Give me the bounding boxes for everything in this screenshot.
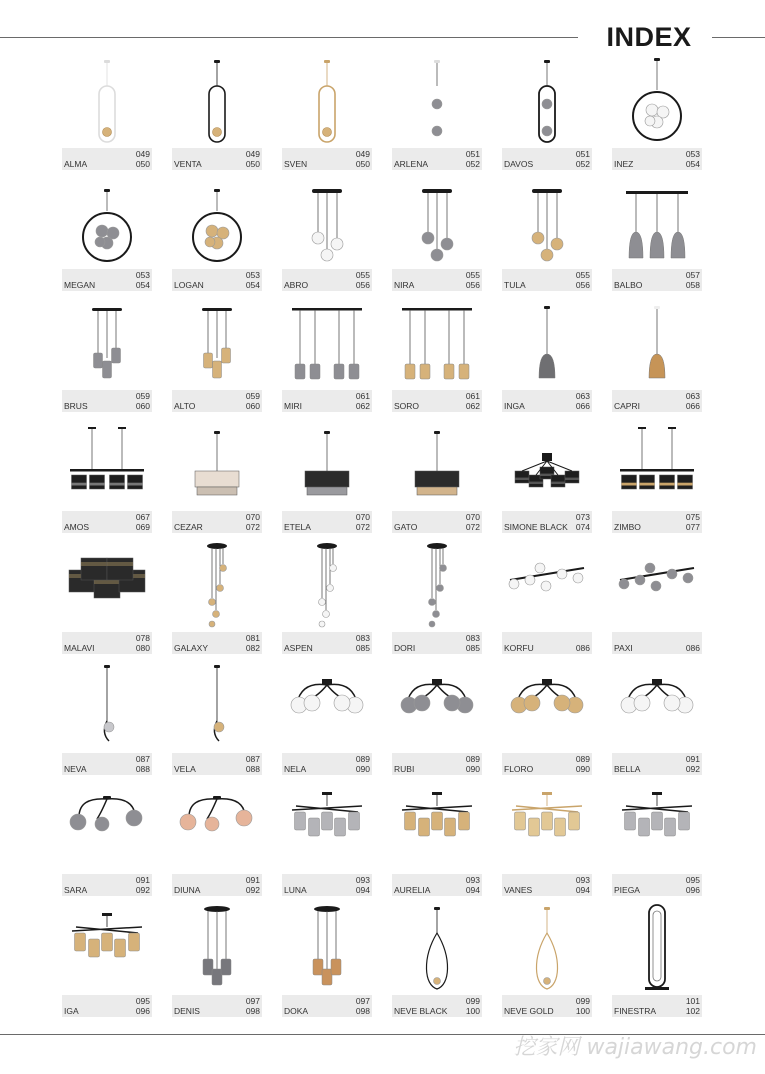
product-name: ARLENA xyxy=(394,159,429,169)
product-name: IGA xyxy=(64,1006,79,1016)
product-label xyxy=(282,632,372,654)
ceiling-drum-pattern-icon xyxy=(62,540,152,632)
page-number-second: 085 xyxy=(355,643,370,653)
product-label xyxy=(392,269,482,291)
product-tile[interactable] xyxy=(612,177,702,298)
page-number-first: 091 xyxy=(245,875,260,885)
page-number-second: 092 xyxy=(245,885,260,895)
product-label xyxy=(172,632,262,654)
product-label xyxy=(62,632,152,654)
product-label xyxy=(392,390,482,412)
page-number-first: 061 xyxy=(465,391,480,401)
product-name: GALAXY xyxy=(174,643,209,653)
product-label xyxy=(612,632,702,654)
product-name: FLORO xyxy=(504,764,534,774)
hook-pendant-amber-icon xyxy=(172,661,262,753)
star-arm-tall-amber-icon xyxy=(62,903,152,995)
product-name: SORO xyxy=(394,401,420,411)
page-number-first: 059 xyxy=(135,391,150,401)
page-number-first: 070 xyxy=(355,512,370,522)
double-globe-pendant-icon xyxy=(392,56,482,148)
page-title: INDEX xyxy=(606,22,692,52)
page-number-first: 053 xyxy=(245,270,260,280)
cascade-smoke-icon xyxy=(392,540,482,632)
page-number-second: 088 xyxy=(135,764,150,774)
page-number-second: 100 xyxy=(575,1006,590,1016)
product-label xyxy=(282,753,372,775)
product-label xyxy=(502,753,592,775)
product-tile[interactable] xyxy=(282,540,372,661)
page-number-first: 063 xyxy=(685,391,700,401)
product-name: MIRI xyxy=(284,401,302,411)
page-number-second: 090 xyxy=(575,764,590,774)
page-number-first: 093 xyxy=(465,875,480,885)
product-tile[interactable] xyxy=(392,419,482,540)
product-name: SVEN xyxy=(284,159,308,169)
product-name: ABRO xyxy=(284,280,309,290)
product-name: PIEGA xyxy=(614,885,640,895)
product-tile[interactable] xyxy=(392,782,482,903)
product-name: BRUS xyxy=(64,401,88,411)
circle-cluster-smoke-icon xyxy=(62,177,152,269)
product-name: NEVE GOLD xyxy=(504,1006,554,1016)
triple-bell-bar-icon xyxy=(612,177,702,269)
product-label xyxy=(392,874,482,896)
page-number-first: 051 xyxy=(575,149,590,159)
page-number-second: 102 xyxy=(685,1006,700,1016)
product-row xyxy=(62,661,712,782)
product-name: CAPRI xyxy=(614,401,640,411)
product-tile[interactable] xyxy=(502,782,592,903)
product-tile[interactable] xyxy=(62,903,152,1024)
page-number-first: 049 xyxy=(245,149,260,159)
page-number-second: 056 xyxy=(575,280,590,290)
product-tile[interactable] xyxy=(62,419,152,540)
product-label xyxy=(612,753,702,775)
curved-arm-smoke-icon xyxy=(392,661,482,753)
product-tile[interactable] xyxy=(172,540,262,661)
floor-loop-lamp-icon xyxy=(612,903,702,995)
product-label xyxy=(172,390,262,412)
product-name: VENTA xyxy=(174,159,202,169)
page-number-second: 062 xyxy=(355,401,370,411)
page-number-first: 075 xyxy=(685,512,700,522)
product-label xyxy=(392,148,482,170)
page-number-first: 078 xyxy=(135,633,150,643)
page-number-second: 098 xyxy=(245,1006,260,1016)
quad-cylinder-bar-amber-icon xyxy=(392,298,482,390)
triple-globe-amber-icon xyxy=(502,177,592,269)
product-label xyxy=(502,511,592,533)
page-number-second: 096 xyxy=(135,1006,150,1016)
product-tile[interactable] xyxy=(282,661,372,782)
page-number-first: 057 xyxy=(685,270,700,280)
product-tile[interactable] xyxy=(62,177,152,298)
page-number-first: 095 xyxy=(135,996,150,1006)
product-tile[interactable] xyxy=(172,298,262,419)
product-name: RUBI xyxy=(394,764,415,774)
ring-pendant-white-icon xyxy=(62,56,152,148)
page-number-first: 097 xyxy=(355,996,370,1006)
product-label xyxy=(62,269,152,291)
product-tile[interactable] xyxy=(392,903,482,1024)
product-tile[interactable] xyxy=(172,177,262,298)
page-number-second: 056 xyxy=(355,280,370,290)
page-number-second: 094 xyxy=(355,885,370,895)
circle-cluster-pendant-icon xyxy=(612,56,702,148)
page-number-first: 097 xyxy=(245,996,260,1006)
product-row xyxy=(62,782,712,903)
product-label xyxy=(282,511,372,533)
product-label xyxy=(172,874,262,896)
page-number-first: 049 xyxy=(355,149,370,159)
product-name: PAXI xyxy=(614,643,633,653)
product-tile[interactable] xyxy=(172,419,262,540)
product-label xyxy=(392,753,482,775)
page-number-second: 098 xyxy=(355,1006,370,1016)
page-number-first: 083 xyxy=(465,633,480,643)
product-name: GATO xyxy=(394,522,418,532)
product-label xyxy=(392,511,482,533)
quad-drum-bar-icon xyxy=(62,419,152,511)
page-number-second: 054 xyxy=(685,159,700,169)
product-row xyxy=(62,298,712,419)
page-number-first: 087 xyxy=(135,754,150,764)
page-number-first: 095 xyxy=(685,875,700,885)
product-tile[interactable] xyxy=(612,661,702,782)
page-number-second: 066 xyxy=(575,401,590,411)
page-number-second: 094 xyxy=(465,885,480,895)
product-label xyxy=(62,874,152,896)
star-arm-cylinder-amber-icon xyxy=(392,782,482,874)
product-tile[interactable] xyxy=(502,540,592,661)
product-name: SARA xyxy=(64,885,88,895)
page-number-first: 059 xyxy=(245,391,260,401)
product-name: ALMA xyxy=(64,159,88,169)
product-tile[interactable] xyxy=(612,419,702,540)
product-tile[interactable] xyxy=(612,298,702,419)
ceiling-drum-cluster-icon xyxy=(502,419,592,511)
branch-white-globes-icon xyxy=(502,540,592,632)
product-tile[interactable] xyxy=(62,782,152,903)
page-number-second: 054 xyxy=(245,280,260,290)
product-tile[interactable] xyxy=(392,540,482,661)
drum-shade-rattan-icon xyxy=(392,419,482,511)
triple-globe-white-icon xyxy=(282,177,372,269)
page-number-first: 063 xyxy=(575,391,590,401)
curved-arm-amber-icon xyxy=(502,661,592,753)
page-number-second: 072 xyxy=(245,522,260,532)
teardrop-pendant-black-icon xyxy=(392,903,482,995)
curved-arm-white-small-icon xyxy=(612,661,702,753)
product-tile[interactable] xyxy=(392,56,482,177)
product-name: KORFU xyxy=(504,643,534,653)
product-tile[interactable] xyxy=(502,903,592,1024)
watermark: 挖家网 wajiawang.com xyxy=(513,1035,757,1060)
page-number-first: 089 xyxy=(575,754,590,764)
product-name: AURELIA xyxy=(394,885,431,895)
page-number-second: 050 xyxy=(355,159,370,169)
product-name: BELLA xyxy=(614,764,641,774)
product-label xyxy=(282,390,372,412)
page-number-second: 066 xyxy=(685,401,700,411)
curved-arm-white-icon xyxy=(282,661,372,753)
product-tile[interactable] xyxy=(502,177,592,298)
product-tile[interactable] xyxy=(282,298,372,419)
triple-globe-smoke-icon xyxy=(392,177,482,269)
product-name: MALAVI xyxy=(64,643,95,653)
product-label xyxy=(62,995,152,1017)
page-number-second: 092 xyxy=(685,764,700,774)
page-number-first: 091 xyxy=(685,754,700,764)
product-label xyxy=(392,995,482,1017)
double-globe-ring-pendant-icon xyxy=(502,56,592,148)
product-tile[interactable] xyxy=(502,298,592,419)
page-number-first: 073 xyxy=(575,512,590,522)
page-number-second: 088 xyxy=(245,764,260,774)
product-label xyxy=(172,753,262,775)
product-row xyxy=(62,177,712,298)
product-name: VELA xyxy=(174,764,196,774)
page-number-second: 069 xyxy=(135,522,150,532)
page-number-second: 052 xyxy=(465,159,480,169)
page-number-first: 055 xyxy=(355,270,370,280)
page-number-first: 067 xyxy=(135,512,150,522)
page-number-second: 086 xyxy=(575,643,590,653)
page-number-first: 053 xyxy=(685,149,700,159)
product-label xyxy=(502,390,592,412)
product-tile[interactable] xyxy=(62,298,152,419)
product-tile[interactable] xyxy=(282,903,372,1024)
page-number-second: 080 xyxy=(135,643,150,653)
product-tile[interactable] xyxy=(282,56,372,177)
page-number-second: 062 xyxy=(465,401,480,411)
product-name: DENIS xyxy=(174,1006,200,1016)
cylinder-cluster-smoke-icon xyxy=(62,298,152,390)
page-number-first: 070 xyxy=(245,512,260,522)
page-number-first: 087 xyxy=(245,754,260,764)
product-tile[interactable] xyxy=(392,177,482,298)
product-row xyxy=(62,540,712,661)
triple-cylinder-amber-icon xyxy=(282,903,372,995)
page-number-first: 055 xyxy=(575,270,590,280)
product-name: INEZ xyxy=(614,159,634,169)
page-number-first: 099 xyxy=(575,996,590,1006)
product-label xyxy=(612,995,702,1017)
header-rule-right xyxy=(712,37,765,38)
page-number-second: 060 xyxy=(135,401,150,411)
cascade-amber-icon xyxy=(172,540,262,632)
product-label xyxy=(612,874,702,896)
product-tile[interactable] xyxy=(612,540,702,661)
product-label xyxy=(612,269,702,291)
product-label xyxy=(282,995,372,1017)
product-tile[interactable] xyxy=(612,56,702,177)
page-number-second: 082 xyxy=(245,643,260,653)
page-number-second: 060 xyxy=(245,401,260,411)
product-name: ETELA xyxy=(284,522,311,532)
product-name: NEVE BLACK xyxy=(394,1006,448,1016)
product-tile[interactable] xyxy=(612,903,702,1024)
product-name: LOGAN xyxy=(174,280,204,290)
page-number-second: 058 xyxy=(685,280,700,290)
product-label xyxy=(62,511,152,533)
page-number-second: 100 xyxy=(465,1006,480,1016)
product-tile[interactable] xyxy=(282,782,372,903)
quad-cylinder-bar-smoke-icon xyxy=(282,298,372,390)
product-name: LUNA xyxy=(284,885,307,895)
product-tile[interactable] xyxy=(172,661,262,782)
product-name: ASPEN xyxy=(284,643,313,653)
page-number-second: 077 xyxy=(685,522,700,532)
cascade-white-icon xyxy=(282,540,372,632)
product-label xyxy=(172,511,262,533)
product-label xyxy=(62,390,152,412)
product-label xyxy=(172,148,262,170)
page-number-first: 091 xyxy=(135,875,150,885)
triple-cylinder-smoke-icon xyxy=(172,903,262,995)
product-tile[interactable] xyxy=(172,782,262,903)
product-label xyxy=(502,148,592,170)
product-name: NEVA xyxy=(64,764,87,774)
page-number-first: 055 xyxy=(465,270,480,280)
product-row xyxy=(62,903,712,1024)
page-number-second: 096 xyxy=(685,885,700,895)
quad-drum-bar-gold-icon xyxy=(612,419,702,511)
page-number-first: 093 xyxy=(355,875,370,885)
page-number-second: 050 xyxy=(135,159,150,169)
page-number-first: 089 xyxy=(465,754,480,764)
product-name: DIUNA xyxy=(174,885,201,895)
product-name: CEZAR xyxy=(174,522,203,532)
page-number-second: 092 xyxy=(135,885,150,895)
page-number-second: 050 xyxy=(245,159,260,169)
product-label xyxy=(282,148,372,170)
cylinder-cluster-amber-icon xyxy=(172,298,262,390)
product-tile[interactable] xyxy=(502,56,592,177)
header-rule-left xyxy=(0,37,578,38)
hook-pendant-smoke-icon xyxy=(62,661,152,753)
star-arm-cylinder-smoke-icon xyxy=(282,782,372,874)
page-number-first: 061 xyxy=(355,391,370,401)
page-number-second: 090 xyxy=(465,764,480,774)
page-number-second: 090 xyxy=(355,764,370,774)
product-label xyxy=(502,995,592,1017)
product-row xyxy=(62,56,712,177)
product-tile[interactable] xyxy=(62,56,152,177)
page-number-first: 099 xyxy=(465,996,480,1006)
page-number-second: 094 xyxy=(575,885,590,895)
product-name: TULA xyxy=(504,280,526,290)
page-number-first: 051 xyxy=(465,149,480,159)
product-label xyxy=(282,269,372,291)
product-tile[interactable] xyxy=(612,782,702,903)
page-number-first: 093 xyxy=(575,875,590,885)
product-label xyxy=(502,269,592,291)
page-number-second: 072 xyxy=(465,522,480,532)
single-bell-amber-icon xyxy=(612,298,702,390)
page-number-second: 074 xyxy=(575,522,590,532)
product-tile[interactable] xyxy=(282,177,372,298)
product-tile[interactable] xyxy=(62,661,152,782)
page-number-first: 083 xyxy=(355,633,370,643)
product-tile[interactable] xyxy=(392,298,482,419)
ring-pendant-black-icon xyxy=(172,56,262,148)
product-name: SIMONE BLACK xyxy=(504,522,568,532)
single-bell-smoke-icon xyxy=(502,298,592,390)
product-label xyxy=(392,632,482,654)
page-number-first: 053 xyxy=(135,270,150,280)
spiral-arm-peach-icon xyxy=(172,782,262,874)
product-label xyxy=(62,753,152,775)
product-label xyxy=(502,632,592,654)
product-name: BALBO xyxy=(614,280,643,290)
product-name: NIRA xyxy=(394,280,415,290)
product-name: AMOS xyxy=(64,522,90,532)
product-label xyxy=(502,874,592,896)
product-name: INGA xyxy=(504,401,525,411)
page-number-first: 101 xyxy=(685,996,700,1006)
product-name: DAVOS xyxy=(504,159,534,169)
product-tile[interactable] xyxy=(172,903,262,1024)
product-name: VANES xyxy=(504,885,533,895)
page-number-second: 056 xyxy=(465,280,480,290)
product-tile[interactable] xyxy=(392,661,482,782)
product-label xyxy=(612,148,702,170)
product-label xyxy=(62,148,152,170)
page-number-second: 085 xyxy=(465,643,480,653)
product-label xyxy=(612,511,702,533)
product-name: FINESTRA xyxy=(614,1006,657,1016)
branch-smoke-globes-icon xyxy=(612,540,702,632)
product-label xyxy=(612,390,702,412)
page-number-first: 049 xyxy=(135,149,150,159)
star-arm-cylinder-gold-icon xyxy=(502,782,592,874)
spiral-arm-smoke-icon xyxy=(62,782,152,874)
page-number-first: 070 xyxy=(465,512,480,522)
page-number-second: 052 xyxy=(575,159,590,169)
product-label xyxy=(282,874,372,896)
drum-shade-cream-icon xyxy=(172,419,262,511)
ring-pendant-gold-icon xyxy=(282,56,372,148)
product-index-grid xyxy=(62,56,712,1024)
product-name: ALTO xyxy=(174,401,196,411)
product-tile[interactable] xyxy=(172,56,262,177)
page-number-second: 086 xyxy=(685,643,700,653)
product-name: MEGAN xyxy=(64,280,96,290)
page-number-first: 089 xyxy=(355,754,370,764)
teardrop-pendant-gold-icon xyxy=(502,903,592,995)
product-name: ZIMBO xyxy=(614,522,641,532)
product-name: NELA xyxy=(284,764,307,774)
circle-cluster-amber-icon xyxy=(172,177,262,269)
product-tile[interactable] xyxy=(62,540,152,661)
page-number-first: 081 xyxy=(245,633,260,643)
product-label xyxy=(172,995,262,1017)
drum-shade-grey-icon xyxy=(282,419,372,511)
product-name: DORI xyxy=(394,643,416,653)
product-name: DOKA xyxy=(284,1006,309,1016)
product-tile[interactable] xyxy=(502,661,592,782)
product-row xyxy=(62,419,712,540)
product-tile[interactable] xyxy=(502,419,592,540)
product-label xyxy=(172,269,262,291)
page-number-second: 054 xyxy=(135,280,150,290)
product-tile[interactable] xyxy=(282,419,372,540)
star-arm-tall-smoke-icon xyxy=(612,782,702,874)
page-number-second: 072 xyxy=(355,522,370,532)
